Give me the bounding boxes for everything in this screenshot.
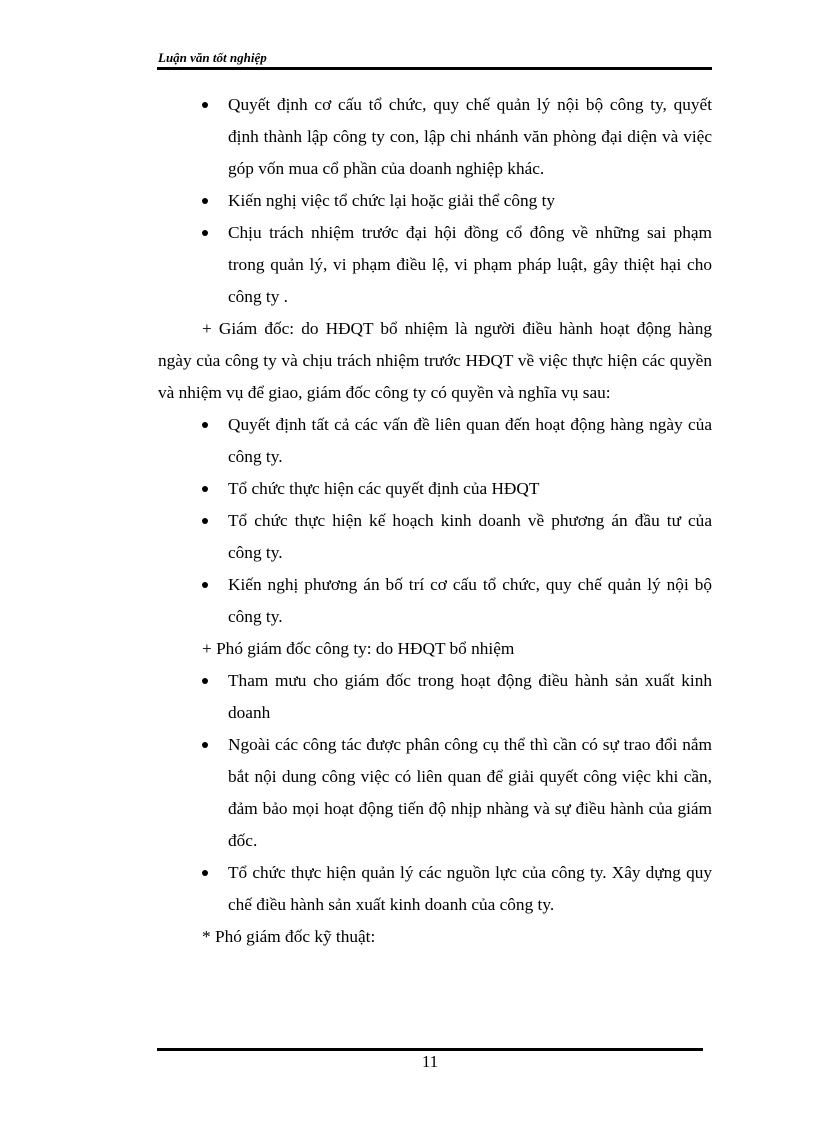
list-item-text: Ngoài các công tác được phân công cụ thể thì cần có sự trao đổi nắm bắt nội dung công việc có liên quan để giải quyết công việc khi cần, đảm bảo mọi hoạt động tiến độ nhịp nhàng và sự điều hành của giám đốc. — [228, 735, 712, 850]
bullet-icon — [202, 518, 208, 524]
bullet-icon — [202, 486, 208, 492]
deputy-director-heading: + Phó giám đốc công ty: do HĐQT bổ nhiệm — [202, 639, 515, 658]
list-item — [158, 505, 712, 569]
technical-deputy-heading: * Phó giám đốc kỹ thuật: — [202, 927, 376, 946]
bullet-icon — [202, 230, 208, 236]
list-item-text: Quyết định cơ cấu tổ chức, quy chế quản lý nội bộ công ty, quyết định thành lập công ty con, lập chi nhánh văn phòng đại diện và việc góp vốn mua cổ phần của doanh nghiệp khác. — [228, 95, 712, 178]
list-item — [158, 185, 712, 217]
bullet-icon — [202, 198, 208, 204]
list-item — [158, 857, 712, 921]
list-item-text: Tổ chức thực hiện các quyết định của HĐQT — [228, 479, 540, 498]
list-item-text: Tổ chức thực hiện kế hoạch kinh doanh về phương án đầu tư của công ty. — [228, 511, 712, 562]
header-rule — [157, 67, 712, 70]
page-body — [158, 89, 712, 953]
list-item — [158, 89, 712, 185]
director-paragraph: + Giám đốc: do HĐQT bổ nhiệm là người điều hành hoạt động hàng ngày của công ty và chịu trách nhiệm trước HĐQT về việc thực hiện các quyền và nhiệm vụ để giao, giám đốc công ty có quyền và nghĩa vụ sau: — [158, 319, 712, 402]
list-item — [158, 729, 712, 857]
list-item-text: Kiến nghị việc tổ chức lại hoặc giải thể công ty — [228, 191, 556, 210]
list-item — [158, 665, 712, 729]
list-item-text: Tổ chức thực hiện quản lý các nguồn lực của công ty. Xây dựng quy chế điều hành sản xuất kinh doanh của công ty. — [228, 863, 712, 914]
list-item-text: Chịu trách nhiệm trước đại hội đồng cổ đông về những sai phạm trong quản lý, vi phạm điều lệ, vi phạm pháp luật, gây thiệt hại cho công ty . — [228, 223, 712, 306]
list-item-text: Tham mưu cho giám đốc trong hoạt động điều hành sản xuất kinh doanh — [228, 671, 712, 722]
list-item — [158, 473, 712, 505]
bullet-icon — [202, 870, 208, 876]
running-header-title: Luận văn tốt nghiệp — [158, 50, 267, 65]
list-item — [158, 569, 712, 633]
list-item — [158, 217, 712, 313]
bullet-icon — [202, 582, 208, 588]
list-item — [158, 409, 712, 473]
bullet-icon — [202, 102, 208, 108]
bullet-icon — [202, 678, 208, 684]
bullet-icon — [202, 422, 208, 428]
footer-rule — [157, 1048, 703, 1051]
page-number: 11 — [421, 1052, 439, 1071]
list-item-text: Quyết định tất cả các vấn đề liên quan đến hoạt động hàng ngày của công ty. — [228, 415, 712, 466]
list-item-text: Kiến nghị phương án bố trí cơ cấu tổ chức, quy chế quản lý nội bộ công ty. — [228, 575, 712, 626]
bullet-icon — [202, 742, 208, 748]
